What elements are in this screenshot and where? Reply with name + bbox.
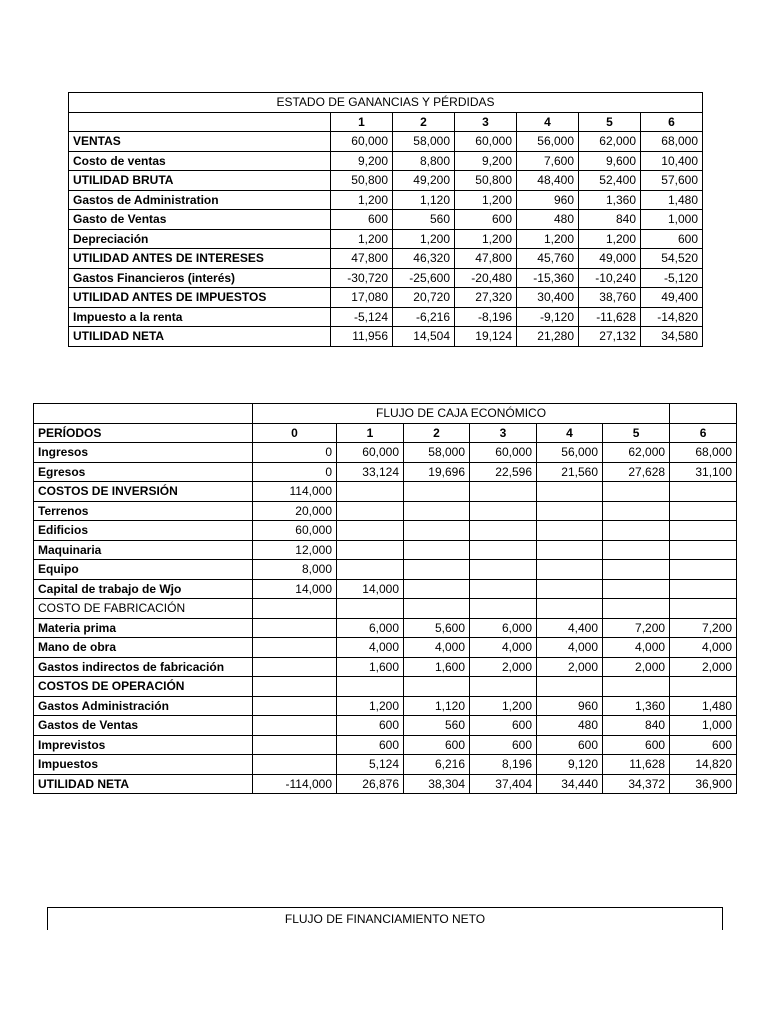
value-cell <box>253 696 337 716</box>
periods-label: PERÍODOS <box>34 423 253 443</box>
value-cell: 22,596 <box>470 462 537 482</box>
value-cell: 27,132 <box>579 327 641 347</box>
value-cell: 1,480 <box>641 190 703 210</box>
value-cell: 8,000 <box>253 560 337 580</box>
value-cell <box>253 716 337 736</box>
value-cell: -8,196 <box>455 307 517 327</box>
value-cell: 1,200 <box>470 696 537 716</box>
table-title-row <box>34 404 737 424</box>
row-label: Gastos Financieros (interés) <box>69 268 331 288</box>
value-cell: 58,000 <box>393 132 455 152</box>
value-cell: 49,200 <box>393 171 455 191</box>
value-cell: 33,124 <box>337 462 404 482</box>
row-label: Gastos Administración <box>34 696 253 716</box>
value-cell: 49,000 <box>579 249 641 269</box>
row-label: Terrenos <box>34 501 253 521</box>
value-cell: 34,372 <box>603 774 670 794</box>
row-label: Maquinaria <box>34 540 253 560</box>
estado-ganancias-table <box>68 92 703 347</box>
value-cell: 9,600 <box>579 151 641 171</box>
value-cell: -5,120 <box>641 268 703 288</box>
value-cell <box>470 540 537 560</box>
row-label: Depreciación <box>69 229 331 249</box>
value-cell <box>337 560 404 580</box>
value-cell <box>470 482 537 502</box>
value-cell <box>337 482 404 502</box>
value-cell <box>404 540 470 560</box>
table-row <box>69 132 703 152</box>
value-cell: 60,000 <box>455 132 517 152</box>
table-row <box>69 249 703 269</box>
flujo-title: FLUJO DE CAJA ECONÓMICO <box>253 404 670 424</box>
row-label: Imprevistos <box>34 735 253 755</box>
value-cell <box>470 677 537 697</box>
value-cell: 14,000 <box>337 579 404 599</box>
value-cell <box>537 560 603 580</box>
value-cell: 60,000 <box>331 132 393 152</box>
value-cell: 600 <box>455 210 517 230</box>
value-cell: 4,000 <box>404 638 470 658</box>
value-cell: 50,800 <box>455 171 517 191</box>
value-cell: 960 <box>537 696 603 716</box>
table-row <box>34 579 737 599</box>
row-label: UTILIDAD ANTES DE INTERESES <box>69 249 331 269</box>
value-cell: 2,000 <box>537 657 603 677</box>
table-row <box>34 599 737 619</box>
value-cell: 1,360 <box>579 190 641 210</box>
value-cell <box>603 579 670 599</box>
title-empty-cell <box>34 404 253 424</box>
value-cell: 600 <box>470 735 537 755</box>
value-cell: -114,000 <box>253 774 337 794</box>
period-header: 5 <box>579 112 641 132</box>
value-cell: -15,360 <box>517 268 579 288</box>
value-cell <box>253 638 337 658</box>
value-cell <box>404 560 470 580</box>
value-cell: 9,120 <box>537 755 603 775</box>
table-row <box>34 735 737 755</box>
value-cell: 0 <box>253 462 337 482</box>
row-label: COSTOS DE OPERACIÓN <box>34 677 253 697</box>
value-cell <box>404 579 470 599</box>
value-cell <box>470 579 537 599</box>
value-cell: 6,000 <box>470 618 537 638</box>
period-header: 3 <box>470 423 537 443</box>
value-cell: 54,520 <box>641 249 703 269</box>
value-cell: 7,600 <box>517 151 579 171</box>
value-cell: 26,876 <box>337 774 404 794</box>
value-cell <box>404 482 470 502</box>
row-label: VENTAS <box>69 132 331 152</box>
value-cell: 21,560 <box>537 462 603 482</box>
period-header: 4 <box>537 423 603 443</box>
value-cell: 37,404 <box>470 774 537 794</box>
table-row <box>34 560 737 580</box>
value-cell: 38,304 <box>404 774 470 794</box>
value-cell <box>253 618 337 638</box>
table-row <box>34 521 737 541</box>
row-label: Impuesto a la renta <box>69 307 331 327</box>
table-title-row <box>69 93 703 113</box>
value-cell: 12,000 <box>253 540 337 560</box>
value-cell: 114,000 <box>253 482 337 502</box>
value-cell: 11,956 <box>331 327 393 347</box>
value-cell: 14,820 <box>670 755 737 775</box>
value-cell: 840 <box>579 210 641 230</box>
value-cell <box>253 677 337 697</box>
table-row <box>34 501 737 521</box>
value-cell: -30,720 <box>331 268 393 288</box>
value-cell: 4,000 <box>603 638 670 658</box>
table-row <box>34 618 737 638</box>
period-header: 3 <box>455 112 517 132</box>
value-cell: 4,400 <box>537 618 603 638</box>
value-cell <box>337 677 404 697</box>
value-cell: 49,400 <box>641 288 703 308</box>
row-label: COSTOS DE INVERSIÓN <box>34 482 253 502</box>
value-cell <box>537 579 603 599</box>
value-cell <box>470 560 537 580</box>
value-cell: -11,628 <box>579 307 641 327</box>
value-cell: 9,200 <box>331 151 393 171</box>
table-row <box>69 288 703 308</box>
row-label: UTILIDAD NETA <box>34 774 253 794</box>
value-cell: 36,900 <box>670 774 737 794</box>
value-cell: 1,120 <box>393 190 455 210</box>
value-cell: 62,000 <box>603 443 670 463</box>
period-header: 1 <box>337 423 404 443</box>
value-cell <box>603 482 670 502</box>
value-cell <box>537 599 603 619</box>
table-row <box>34 657 737 677</box>
value-cell: -5,124 <box>331 307 393 327</box>
value-cell: 560 <box>393 210 455 230</box>
value-cell: -10,240 <box>579 268 641 288</box>
value-cell <box>537 482 603 502</box>
value-cell: 600 <box>404 735 470 755</box>
value-cell: 38,760 <box>579 288 641 308</box>
period-header: 6 <box>670 423 737 443</box>
value-cell: 4,000 <box>670 638 737 658</box>
period-header: 5 <box>603 423 670 443</box>
value-cell: 60,000 <box>253 521 337 541</box>
value-cell <box>470 501 537 521</box>
value-cell: 68,000 <box>641 132 703 152</box>
value-cell: 50,800 <box>331 171 393 191</box>
value-cell: 9,200 <box>455 151 517 171</box>
period-header: 0 <box>253 423 337 443</box>
value-cell: 52,400 <box>579 171 641 191</box>
value-cell: 4,000 <box>337 638 404 658</box>
value-cell: 840 <box>603 716 670 736</box>
value-cell: 2,000 <box>603 657 670 677</box>
value-cell <box>670 579 737 599</box>
value-cell: 480 <box>517 210 579 230</box>
flujo-caja-table <box>33 403 737 794</box>
value-cell: 1,200 <box>517 229 579 249</box>
value-cell: -6,216 <box>393 307 455 327</box>
value-cell: 31,100 <box>670 462 737 482</box>
table-row <box>69 171 703 191</box>
row-label: Costo de ventas <box>69 151 331 171</box>
value-cell: 0 <box>253 443 337 463</box>
value-cell: 11,628 <box>603 755 670 775</box>
period-header: 1 <box>331 112 393 132</box>
value-cell: 27,320 <box>455 288 517 308</box>
row-label: UTILIDAD ANTES DE IMPUESTOS <box>69 288 331 308</box>
value-cell <box>537 677 603 697</box>
value-cell <box>670 677 737 697</box>
value-cell: 1,200 <box>455 229 517 249</box>
value-cell <box>253 735 337 755</box>
value-cell: 62,000 <box>579 132 641 152</box>
value-cell <box>603 540 670 560</box>
value-cell: 7,200 <box>603 618 670 638</box>
row-label: Ingresos <box>34 443 253 463</box>
period-header: 2 <box>404 423 470 443</box>
table-row <box>34 638 737 658</box>
value-cell: 56,000 <box>517 132 579 152</box>
value-cell: 960 <box>517 190 579 210</box>
value-cell: 1,600 <box>404 657 470 677</box>
header-empty-cell <box>69 112 331 132</box>
value-cell <box>404 521 470 541</box>
table-row <box>34 677 737 697</box>
value-cell: 600 <box>331 210 393 230</box>
financiamiento-table-header <box>47 907 723 930</box>
row-label: Egresos <box>34 462 253 482</box>
value-cell <box>537 501 603 521</box>
table-row <box>69 190 703 210</box>
row-label: Gasto de Ventas <box>69 210 331 230</box>
title-empty-cell <box>670 404 737 424</box>
period-header-row <box>69 112 703 132</box>
table-row <box>34 482 737 502</box>
value-cell: 19,696 <box>404 462 470 482</box>
value-cell: 47,800 <box>455 249 517 269</box>
value-cell: 21,280 <box>517 327 579 347</box>
value-cell: -25,600 <box>393 268 455 288</box>
value-cell: 600 <box>470 716 537 736</box>
table-row <box>69 307 703 327</box>
table-row <box>69 268 703 288</box>
value-cell: 1,200 <box>331 190 393 210</box>
value-cell: 1,000 <box>641 210 703 230</box>
value-cell: 68,000 <box>670 443 737 463</box>
value-cell <box>670 560 737 580</box>
value-cell: 8,800 <box>393 151 455 171</box>
value-cell <box>603 677 670 697</box>
value-cell <box>337 540 404 560</box>
table-row <box>34 443 737 463</box>
row-label: COSTO DE FABRICACIÓN <box>34 599 253 619</box>
value-cell: 480 <box>537 716 603 736</box>
value-cell <box>603 599 670 619</box>
row-label: Edificios <box>34 521 253 541</box>
value-cell: 14,504 <box>393 327 455 347</box>
value-cell: 1,360 <box>603 696 670 716</box>
row-label: UTILIDAD NETA <box>69 327 331 347</box>
row-label: Capital de trabajo de Wjo <box>34 579 253 599</box>
value-cell <box>470 521 537 541</box>
value-cell: -20,480 <box>455 268 517 288</box>
value-cell: 2,000 <box>670 657 737 677</box>
value-cell: 600 <box>337 716 404 736</box>
value-cell: 600 <box>641 229 703 249</box>
value-cell: 56,000 <box>537 443 603 463</box>
value-cell <box>603 501 670 521</box>
value-cell: 14,000 <box>253 579 337 599</box>
value-cell: -14,820 <box>641 307 703 327</box>
table-row <box>69 151 703 171</box>
value-cell: 600 <box>670 735 737 755</box>
period-header: 4 <box>517 112 579 132</box>
value-cell: 27,628 <box>603 462 670 482</box>
table-row <box>34 774 737 794</box>
value-cell <box>253 599 337 619</box>
estado-title: ESTADO DE GANANCIAS Y PÉRDIDAS <box>69 93 703 113</box>
period-header: 6 <box>641 112 703 132</box>
row-label: Gastos indirectos de fabricación <box>34 657 253 677</box>
value-cell: 48,400 <box>517 171 579 191</box>
value-cell: 6,000 <box>337 618 404 638</box>
value-cell <box>404 599 470 619</box>
table-row <box>34 696 737 716</box>
value-cell: 47,800 <box>331 249 393 269</box>
value-cell <box>253 755 337 775</box>
value-cell: 600 <box>337 735 404 755</box>
value-cell <box>670 540 737 560</box>
row-label: Gastos de Administration <box>69 190 331 210</box>
value-cell: 1,000 <box>670 716 737 736</box>
value-cell: 1,600 <box>337 657 404 677</box>
value-cell <box>603 560 670 580</box>
value-cell: 1,200 <box>331 229 393 249</box>
value-cell <box>337 599 404 619</box>
value-cell: 4,000 <box>537 638 603 658</box>
value-cell: 600 <box>603 735 670 755</box>
value-cell: 60,000 <box>337 443 404 463</box>
value-cell: 1,120 <box>404 696 470 716</box>
row-label: UTILIDAD BRUTA <box>69 171 331 191</box>
value-cell <box>404 677 470 697</box>
value-cell: 560 <box>404 716 470 736</box>
value-cell <box>337 521 404 541</box>
table-row <box>34 540 737 560</box>
value-cell: 34,580 <box>641 327 703 347</box>
value-cell: 1,200 <box>337 696 404 716</box>
value-cell: 20,720 <box>393 288 455 308</box>
value-cell <box>670 501 737 521</box>
value-cell: 19,124 <box>455 327 517 347</box>
value-cell: 600 <box>537 735 603 755</box>
row-label: Gastos de Ventas <box>34 716 253 736</box>
value-cell: 4,000 <box>470 638 537 658</box>
value-cell: 6,216 <box>404 755 470 775</box>
value-cell: 2,000 <box>470 657 537 677</box>
row-label: Mano de obra <box>34 638 253 658</box>
value-cell: 5,600 <box>404 618 470 638</box>
value-cell: 34,440 <box>537 774 603 794</box>
value-cell <box>670 482 737 502</box>
value-cell: 45,760 <box>517 249 579 269</box>
table-row <box>34 755 737 775</box>
value-cell: 7,200 <box>670 618 737 638</box>
value-cell: 8,196 <box>470 755 537 775</box>
value-cell: 1,200 <box>393 229 455 249</box>
value-cell: 60,000 <box>470 443 537 463</box>
row-label: Materia prima <box>34 618 253 638</box>
value-cell <box>253 657 337 677</box>
row-label: Equipo <box>34 560 253 580</box>
value-cell: 20,000 <box>253 501 337 521</box>
row-label: Impuestos <box>34 755 253 775</box>
table-row <box>69 229 703 249</box>
table-row <box>69 210 703 230</box>
value-cell <box>537 521 603 541</box>
period-header: 2 <box>393 112 455 132</box>
value-cell <box>470 599 537 619</box>
value-cell <box>537 540 603 560</box>
period-header-row <box>34 423 737 443</box>
value-cell <box>337 501 404 521</box>
table-row <box>34 462 737 482</box>
value-cell: 5,124 <box>337 755 404 775</box>
value-cell: 1,480 <box>670 696 737 716</box>
table-row <box>69 327 703 347</box>
value-cell <box>670 521 737 541</box>
table-row <box>34 716 737 736</box>
value-cell <box>670 599 737 619</box>
value-cell: 30,400 <box>517 288 579 308</box>
value-cell: 10,400 <box>641 151 703 171</box>
value-cell: 17,080 <box>331 288 393 308</box>
value-cell: 1,200 <box>579 229 641 249</box>
value-cell: 57,600 <box>641 171 703 191</box>
value-cell: 1,200 <box>455 190 517 210</box>
financiamiento-title: FLUJO DE FINANCIAMIENTO NETO <box>284 912 486 926</box>
value-cell: -9,120 <box>517 307 579 327</box>
value-cell <box>603 521 670 541</box>
value-cell: 46,320 <box>393 249 455 269</box>
value-cell: 58,000 <box>404 443 470 463</box>
value-cell <box>404 501 470 521</box>
